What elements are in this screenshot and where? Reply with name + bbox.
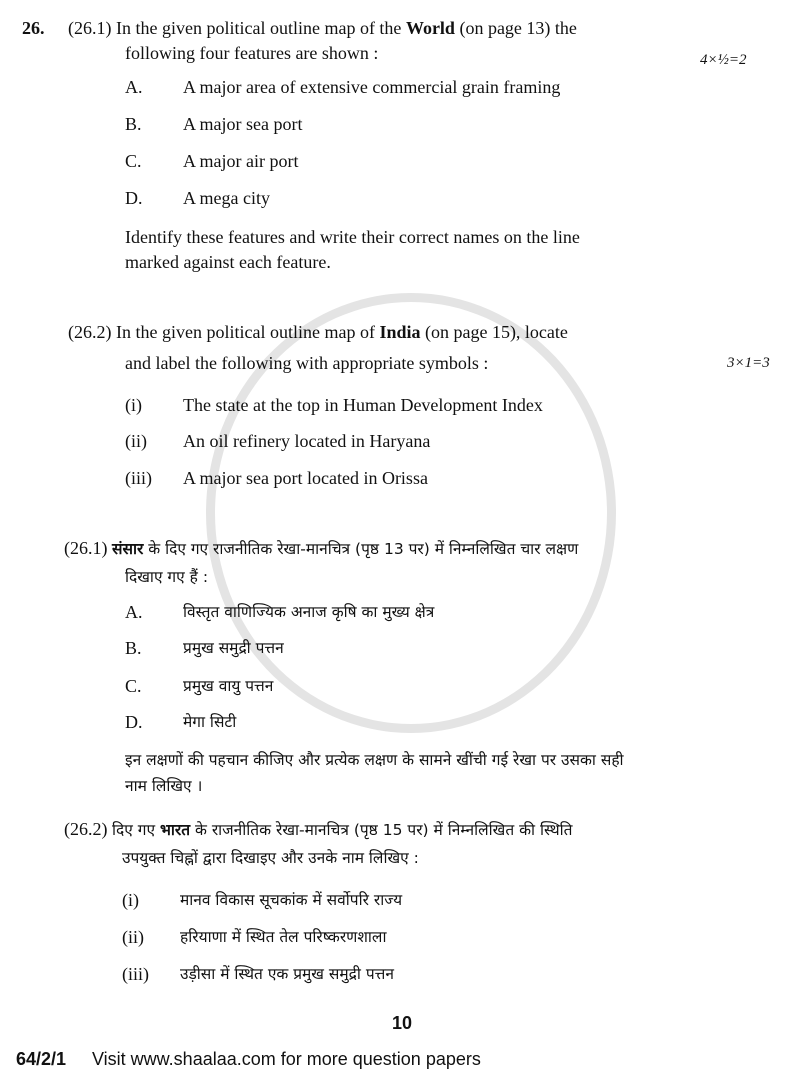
hindi-q26-1-line2: दिखाए गए हैं : [125,568,209,586]
hindi-q26-1-line1: (26.1) संसार के दिए गए राजनीतिक रेखा-मानचित्र (पृष्ठ 13 पर) में निम्नलिखित चार लक्षण [64,538,579,558]
q26-2-line2: and label the following with appropriate symbols : [125,353,489,373]
list-item-key: (iii) [122,964,149,984]
list-item-key: (ii) [122,927,144,947]
list-item: An oil refinery located in Haryana [183,431,431,451]
list-item: The state at the top in Human Development Index [183,395,543,415]
list-item-key: B. [125,114,142,134]
question-number: 26. [22,18,45,38]
list-item-key: A. [125,77,143,97]
list-item: विस्तृत वाणिज्यिक अनाज कृषि का मुख्य क्षेत्र [183,603,435,621]
list-item: मेगा सिटी [183,713,237,731]
list-item: A mega city [183,188,270,208]
hindi-q26-2-line1: (26.2) दिए गए भारत के राजनीतिक रेखा-मानचित्र (पृष्ठ 15 पर) में निम्नलिखित की स्थिति [64,819,573,839]
instruction: नाम लिखिए । [125,777,203,795]
list-item-key: (i) [122,890,139,910]
list-item: प्रमुख समुद्री पत्तन [183,639,284,657]
q26-1-line2: following four features are shown : [125,43,379,63]
list-item-key: D. [125,712,143,732]
page-number: 10 [392,1013,413,1033]
visit-link[interactable]: Visit www.shaalaa.com for more question papers [92,1049,481,1069]
list-item: प्रमुख वायु पत्तन [183,677,274,695]
list-item-key: (i) [125,395,142,415]
list-item-key: A. [125,602,143,622]
hindi-q26-2-line2: उपयुक्त चिह्नों द्वारा दिखाइए और उनके नाम लिखिए : [122,849,419,867]
list-item: मानव विकास सूचकांक में सर्वोपरि राज्य [180,891,403,909]
list-item: A major air port [183,151,299,171]
instruction: Identify these features and write their correct names on the line [125,227,580,247]
instruction: marked against each feature. [125,252,331,272]
list-item-key: (iii) [125,468,152,488]
list-item: उड़ीसा में स्थित एक प्रमुख समुद्री पत्तन [180,965,394,983]
q26-2-line1: (26.2) In the given political outline map of India (on page 15), locate [68,322,568,342]
marks: 3×1=3 [727,355,770,371]
list-item: A major sea port [183,114,303,134]
paper-code: 64/2/1 [16,1049,67,1069]
list-item: A major area of extensive commercial grain framing [183,77,561,97]
list-item: हरियाणा में स्थित तेल परिष्करणशाला [180,928,387,946]
instruction: इन लक्षणों की पहचान कीजिए और प्रत्येक लक्षण के सामने खींची गई रेखा पर उसका सही [125,751,624,769]
list-item-key: (ii) [125,431,147,451]
list-item-key: C. [125,676,142,696]
q26-1-line1: (26.1) In the given political outline map of the World (on page 13) the [68,18,577,38]
list-item-key: D. [125,188,143,208]
marks: 4×½=2 [700,52,747,68]
list-item-key: C. [125,151,142,171]
list-item-key: B. [125,638,142,658]
list-item: A major sea port located in Orissa [183,468,428,488]
